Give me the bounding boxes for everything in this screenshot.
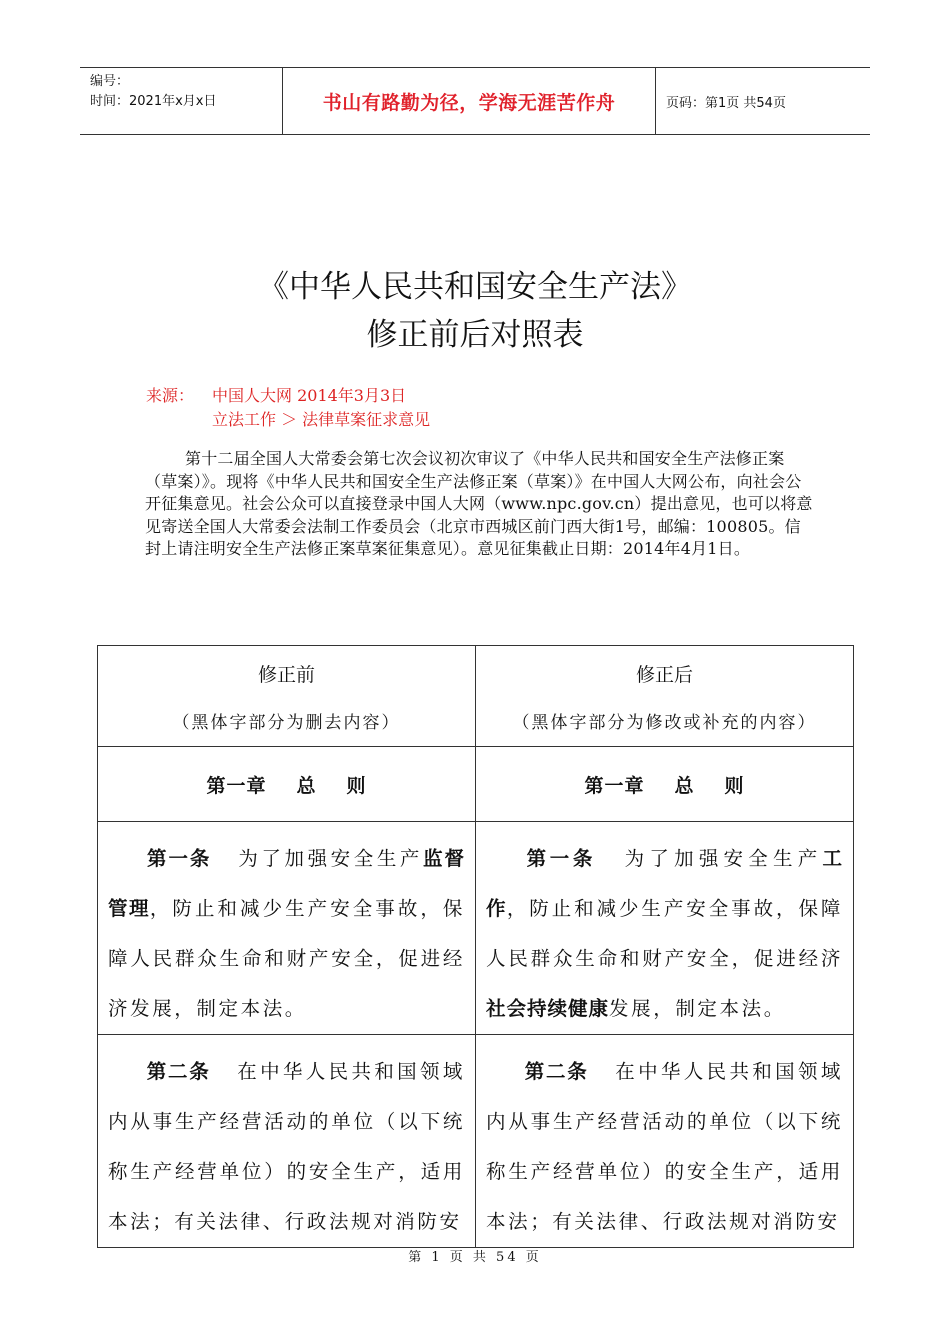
page-header <box>80 67 870 135</box>
header-before-note: （黑体字部分为删去内容） <box>172 713 401 733</box>
doc-title: 《中华人民共和国安全生产法》 <box>258 269 692 305</box>
table-row <box>98 822 854 1035</box>
source-line-2[interactable]: 立法工作 ＞ 法律草案征求意见 <box>212 410 431 429</box>
header-page: 页码：第1页 共54页 <box>666 95 786 111</box>
table-header-row <box>98 646 854 747</box>
header-before-title: 修正前 <box>257 664 315 686</box>
source-label: 来源： <box>146 386 195 405</box>
page-footer: 第 1 页 共 54 页 <box>408 1250 542 1265</box>
article-1-before: 第一条 为了加强安全生产监督管理，防止和减少生产安全事故，保障人民群众生命和财产安全，促进经济发展，制定本法。 <box>98 822 476 1035</box>
intro-paragraph: 第十二届全国人大常委会第七次会议初次审议了《中华人民共和国安全生产法修正案（草案）》。现将《中华人民共和国安全生产法修正案（草案）》在中国人大网公布，向社会公开征集意见。社会公众可以直接登录中国人大网（www.npc.gov.cn）提出意见，也可以将意见寄送全国人大常委会法制工作委员会（北京市西城区前门西大街1号，邮编：100805。信封上请注明安全生产法修正案草案征集意见）。意见征集截止日期：2014年4月1日。 <box>145 449 813 558</box>
table-row <box>98 747 854 822</box>
source-line-1: 中国人大网 2014年3月3日 <box>212 386 407 405</box>
header-after <box>476 646 854 747</box>
header-motto: 书山有路勤为径，学海无涯苦作舟 <box>322 91 616 114</box>
doc-subtitle: 修正前后对照表 <box>366 317 584 353</box>
header-number: 编号： <box>90 74 130 89</box>
header-motto-cell <box>283 68 656 134</box>
article-2-before: 第二条 在中华人民共和国领域内从事生产经营活动的单位（以下统称生产经营单位）的安全生产，适用本法；有关法律、行政法规对消防安 <box>98 1035 476 1248</box>
chapter-after: 第一章 总 则 <box>476 747 854 822</box>
table-row <box>98 1035 854 1248</box>
header-after-title: 修正后 <box>635 664 693 686</box>
article-2-after: 第二条 在中华人民共和国领域内从事生产经营活动的单位（以下统称生产经营单位）的安全生产，适用本法；有关法律、行政法规对消防安 <box>476 1035 854 1248</box>
article-1-after: 第一条 为了加强安全生产工作，防止和减少生产安全事故，保障人民群众生命和财产安全，促进经济社会持续健康发展，制定本法。 <box>476 822 854 1035</box>
source-block <box>146 384 430 432</box>
comparison-table <box>97 645 854 1248</box>
header-meta <box>80 68 283 134</box>
chapter-before: 第一章 总 则 <box>98 747 476 822</box>
header-time: 时间：2021年x月x日 <box>90 94 217 109</box>
header-after-note: （黑体字部分为修改或补充的内容） <box>512 713 817 733</box>
header-before <box>98 646 476 747</box>
